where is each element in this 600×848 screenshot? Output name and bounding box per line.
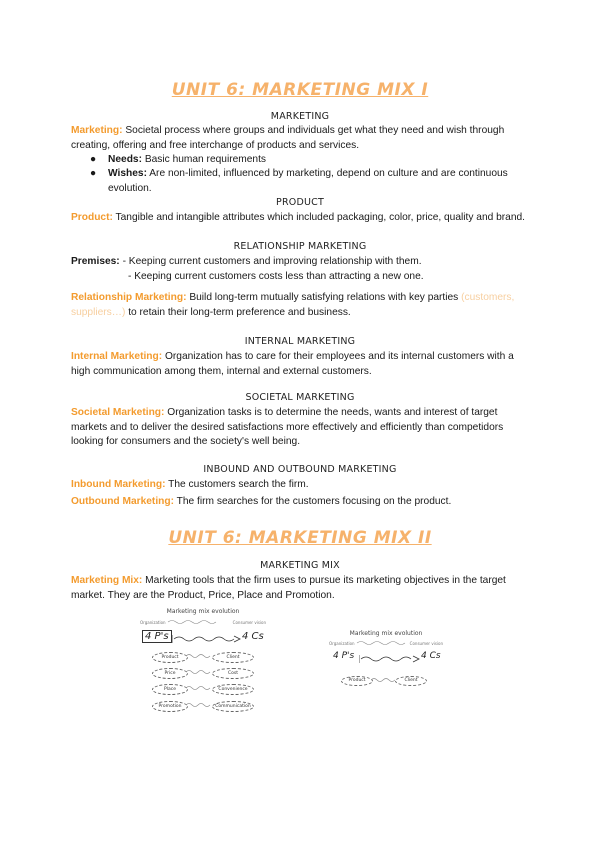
- diagram1-left-item: Promotion: [152, 701, 188, 712]
- diagram2-left-item: Product: [341, 676, 373, 686]
- inbound-def: The customers search the firm.: [168, 479, 309, 490]
- diagram2-4cs: 4 Cs: [421, 651, 441, 661]
- wishes-term: Wishes:: [108, 168, 147, 179]
- unit-title-1: UNIT 6: MARKETING MIX I: [171, 80, 429, 100]
- diagram1-4cs: 4 Cs: [242, 631, 264, 642]
- diagram1-left-item: Product: [152, 652, 188, 663]
- relationship-faint: (customers, suppliers…): [71, 292, 515, 318]
- diagram1-top-squiggle: [138, 618, 268, 628]
- diagram2-right-item: Client: [395, 676, 427, 686]
- relationship-def-2: to retain their long-term preference and business.: [128, 306, 351, 318]
- internal-def: Organization has to care for their employees and its internal customers with a high communication among them, internal and external customers.: [71, 351, 514, 377]
- mix-paragraph: [71, 574, 526, 603]
- inbound-line: [71, 478, 526, 493]
- heading-internal: INTERNAL MARKETING: [244, 336, 356, 347]
- mix-def: Marketing tools that the firm uses to pursue its marketing objectives in the target market. They are the Product, Price, Place and Promotion.: [71, 575, 506, 601]
- diagram2-title: Marketing mix evolution: [349, 630, 423, 637]
- mix-term: Marketing Mix:: [71, 575, 143, 586]
- internal-paragraph: [71, 350, 526, 379]
- internal-term: Internal Marketing:: [71, 351, 163, 362]
- unit-title-2: UNIT 6: MARKETING MIX II: [168, 528, 432, 548]
- bullet-needs: ● Needs: Basic human requirements: [90, 154, 267, 165]
- diagram1-left-item: Place: [152, 684, 188, 695]
- diagram1-left-item: Price: [152, 668, 188, 679]
- premise-1: - Keeping current customers and improving relationship with them.: [122, 256, 422, 267]
- product-paragraph: [71, 211, 526, 226]
- marketing-paragraph: [71, 124, 526, 153]
- premise-2: - Keeping current customers costs less than attracting a new one.: [128, 271, 424, 282]
- bullet-wishes: ● Wishes: Are non-limited, influenced by marketing, depend on culture and are continuous evolution.: [90, 168, 508, 194]
- heading-product: PRODUCT: [276, 197, 324, 208]
- needs-text: Basic human requirements: [144, 154, 267, 165]
- diagram1-right-sub: Consumer vision: [232, 620, 266, 625]
- heading-relationship: RELATIONSHIP MARKETING: [233, 241, 367, 252]
- marketing-term: Marketing:: [71, 125, 123, 136]
- inbound-term: Inbound Marketing:: [71, 479, 166, 490]
- premises-label: Premises:: [71, 256, 120, 267]
- heading-marketing: MARKETING: [270, 111, 330, 122]
- diagram2-right-sub: Consumer vision: [409, 641, 443, 646]
- marketing-def: Societal process where groups and individuals get what they need and wish through creating, offering and free interchange of products and services.: [71, 125, 505, 151]
- outbound-line: [71, 495, 526, 510]
- diagram2-arrow: [359, 654, 421, 664]
- heading-societal: SOCIETAL MARKETING: [245, 392, 355, 403]
- premise-line-1: [71, 255, 526, 270]
- diagram1-arrow: [172, 634, 242, 644]
- diagram1-right-item: Communication: [212, 701, 254, 712]
- diagram1-right-item: Convenience: [212, 684, 254, 695]
- diagram1-right-item: Client: [212, 652, 254, 663]
- societal-term: Societal Marketing:: [71, 407, 165, 418]
- diagram2-left-sub: Organization: [329, 641, 355, 646]
- relationship-term: Relationship Marketing:: [71, 292, 187, 303]
- diagram1-title: Marketing mix evolution: [166, 608, 240, 615]
- marketing-mix-evolution-diagram-1: [138, 608, 268, 714]
- societal-paragraph: [71, 406, 526, 450]
- societal-def: Organization tasks is to determine the needs, wants and interest of target markets and to deliver the desired satisfactions more effectively and efficiently than competidors looking for consumers and the society's well being.: [71, 407, 504, 448]
- outbound-def: The firm searches for the customers focusing on the product.: [176, 496, 452, 507]
- heading-inbound-outbound: INBOUND AND OUTBOUND MARKETING: [203, 464, 397, 475]
- relationship-paragraph: [71, 291, 526, 320]
- diagram1-right-item: Cost: [212, 668, 254, 679]
- heading-marketing-mix: MARKETING MIX: [260, 560, 340, 571]
- marketing-mix-evolution-diagram-2: [327, 630, 445, 690]
- product-def: Tangible and intangible attributes which included packaging, color, price, quality and brand.: [115, 212, 526, 223]
- diagram2-4ps: 4 P's: [333, 651, 355, 661]
- diagram1-left-sub: Organization: [140, 620, 166, 625]
- wishes-text: Are non-limited, influenced by marketing, depend on culture and are continuous evolution.: [108, 168, 508, 194]
- diagram1-4ps: 4 P's: [142, 630, 172, 643]
- needs-term: Needs:: [108, 154, 142, 165]
- diagram2-connector: [371, 676, 395, 684]
- relationship-def-1: Build long-term mutually satisfying relations with key parties: [189, 292, 459, 303]
- product-term: Product:: [71, 212, 113, 223]
- diagram2-top-squiggle: [327, 639, 445, 649]
- outbound-term: Outbound Marketing:: [71, 496, 174, 507]
- diagram1-connectors: [186, 652, 212, 712]
